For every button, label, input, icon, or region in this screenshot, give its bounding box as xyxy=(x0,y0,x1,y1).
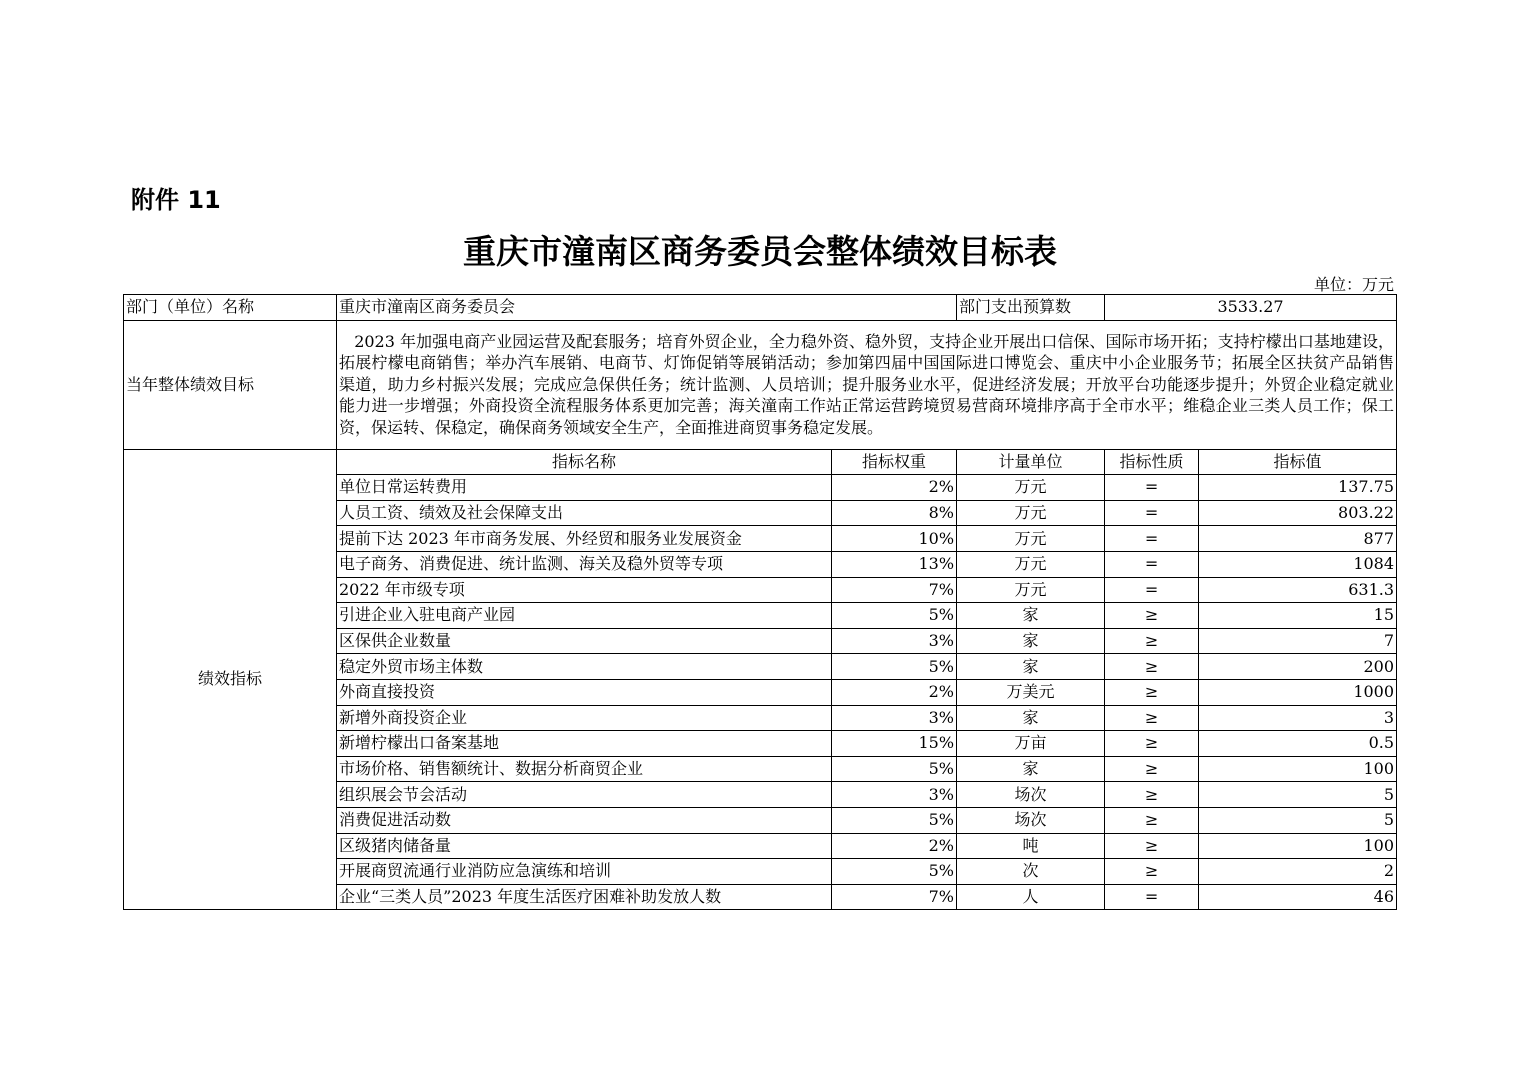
indicator-value: 5 xyxy=(1199,807,1397,833)
indicator-nature: = xyxy=(1105,526,1199,552)
indicator-header-row xyxy=(124,449,1397,475)
indicator-weight: 3% xyxy=(832,782,957,808)
indicator-nature: = xyxy=(1105,577,1199,603)
indicator-name: 新增外商投资企业 xyxy=(337,705,832,731)
indicator-nature: ≥ xyxy=(1105,859,1199,885)
indicator-unit: 万元 xyxy=(957,500,1105,526)
indicator-value: 137.75 xyxy=(1199,475,1397,501)
indicator-unit: 家 xyxy=(957,654,1105,680)
indicator-name: 电子商务、消费促进、统计监测、海关及稳外贸等专项 xyxy=(337,551,832,577)
indicator-name: 区保供企业数量 xyxy=(337,628,832,654)
indicator-value: 1000 xyxy=(1199,679,1397,705)
indicator-weight: 7% xyxy=(832,884,957,910)
indicator-weight: 2% xyxy=(832,679,957,705)
goal-label: 当年整体绩效目标 xyxy=(124,320,337,449)
indicator-unit: 家 xyxy=(957,628,1105,654)
indicator-unit: 家 xyxy=(957,756,1105,782)
header-nature: 指标性质 xyxy=(1105,449,1199,475)
indicator-weight: 8% xyxy=(832,500,957,526)
indicator-unit: 万美元 xyxy=(957,679,1105,705)
indicator-value: 7 xyxy=(1199,628,1397,654)
indicator-name: 企业“三类人员”2023 年度生活医疗困难补助发放人数 xyxy=(337,884,832,910)
indicator-value: 15 xyxy=(1199,603,1397,629)
goal-text-content: 2023 年加强电商产业园运营及配套服务；培育外贸企业，全力稳外资、稳外贸，支持企业开展出口信保、国际市场开拓；支持柠檬出口基地建设，拓展柠檬电商销售；举办汽车展销、电商节、灯饰促销等展销活动；参加第四届中国国际进口博览会、重庆中小企业服务节；拓展全区扶贫产品销售渠道，助力乡村振兴发展；完成应急保供任务；统计监测、人员培训；提升服务业水平，促进经济发展；开放平台功能逐步提升；外贸企业稳定就业能力进一步增强；外商投资全流程服务体系更加完善；海关潼南工作站正常运营跨境贸易营商环境排序高于全市水平；维稳企业三类人员工作；保工资，保运转、保稳定，确保商务领域安全生产，全面推进商贸事务稳定发展。 xyxy=(339,331,1395,437)
indicator-nature: ≥ xyxy=(1105,731,1199,757)
indicator-weight: 2% xyxy=(832,475,957,501)
dept-value: 重庆市潼南区商务委员会 xyxy=(337,295,957,321)
indicator-value: 46 xyxy=(1199,884,1397,910)
header-value: 指标值 xyxy=(1199,449,1397,475)
indicator-weight: 2% xyxy=(832,833,957,859)
indicator-weight: 5% xyxy=(832,603,957,629)
indicator-unit: 家 xyxy=(957,705,1105,731)
indicator-value: 1084 xyxy=(1199,551,1397,577)
indicator-nature: = xyxy=(1105,500,1199,526)
header-unit: 计量单位 xyxy=(957,449,1105,475)
indicator-name: 区级猪肉储备量 xyxy=(337,833,832,859)
budget-value: 3533.27 xyxy=(1105,295,1397,321)
indicator-weight: 5% xyxy=(832,756,957,782)
indicator-name: 新增柠檬出口备案基地 xyxy=(337,731,832,757)
indicator-value: 0.5 xyxy=(1199,731,1397,757)
indicator-name: 消费促进活动数 xyxy=(337,807,832,833)
indicator-weight: 3% xyxy=(832,705,957,731)
indicator-unit: 万亩 xyxy=(957,731,1105,757)
indicator-name: 提前下达 2023 年市商务发展、外经贸和服务业发展资金 xyxy=(337,526,832,552)
indicators-section-label: 绩效指标 xyxy=(124,449,337,910)
indicator-unit: 万元 xyxy=(957,551,1105,577)
indicator-value: 5 xyxy=(1199,782,1397,808)
performance-table xyxy=(123,294,1397,910)
indicator-value: 200 xyxy=(1199,654,1397,680)
dept-label: 部门（单位）名称 xyxy=(124,295,337,321)
indicator-nature: ≥ xyxy=(1105,807,1199,833)
indicator-weight: 5% xyxy=(832,807,957,833)
indicator-name: 稳定外贸市场主体数 xyxy=(337,654,832,680)
indicator-nature: ≥ xyxy=(1105,705,1199,731)
header-name: 指标名称 xyxy=(337,449,832,475)
indicator-unit: 次 xyxy=(957,859,1105,885)
indicator-nature: ≥ xyxy=(1105,833,1199,859)
indicator-unit: 场次 xyxy=(957,807,1105,833)
indicator-name: 引进企业入驻电商产业园 xyxy=(337,603,832,629)
indicator-value: 100 xyxy=(1199,833,1397,859)
dept-row xyxy=(124,295,1397,321)
indicator-value: 3 xyxy=(1199,705,1397,731)
indicator-unit: 场次 xyxy=(957,782,1105,808)
goal-row xyxy=(124,320,1397,449)
goal-text xyxy=(337,320,1397,449)
header-weight: 指标权重 xyxy=(832,449,957,475)
page-title: 重庆市潼南区商务委员会整体绩效目标表 xyxy=(463,232,1057,271)
indicator-nature: = xyxy=(1105,884,1199,910)
indicator-name: 外商直接投资 xyxy=(337,679,832,705)
indicator-name: 单位日常运转费用 xyxy=(337,475,832,501)
indicator-nature: ≥ xyxy=(1105,679,1199,705)
indicator-nature: ≥ xyxy=(1105,756,1199,782)
indicator-name: 2022 年市级专项 xyxy=(337,577,832,603)
indicator-weight: 13% xyxy=(832,551,957,577)
indicator-value: 631.3 xyxy=(1199,577,1397,603)
indicator-nature: ≥ xyxy=(1105,654,1199,680)
indicator-unit: 万元 xyxy=(957,577,1105,603)
indicator-value: 877 xyxy=(1199,526,1397,552)
indicator-nature: = xyxy=(1105,551,1199,577)
indicator-weight: 10% xyxy=(832,526,957,552)
indicator-weight: 5% xyxy=(832,654,957,680)
unit-label: 单位：万元 xyxy=(1313,275,1394,294)
indicator-nature: ≥ xyxy=(1105,603,1199,629)
budget-label: 部门支出预算数 xyxy=(957,295,1105,321)
indicator-nature: ≥ xyxy=(1105,628,1199,654)
indicator-unit: 家 xyxy=(957,603,1105,629)
indicator-name: 开展商贸流通行业消防应急演练和培训 xyxy=(337,859,832,885)
indicator-name: 人员工资、绩效及社会保障支出 xyxy=(337,500,832,526)
indicator-unit: 万元 xyxy=(957,475,1105,501)
indicator-name: 市场价格、销售额统计、数据分析商贸企业 xyxy=(337,756,832,782)
indicator-unit: 人 xyxy=(957,884,1105,910)
indicator-weight: 15% xyxy=(832,731,957,757)
indicator-unit: 吨 xyxy=(957,833,1105,859)
indicator-value: 100 xyxy=(1199,756,1397,782)
indicator-weight: 5% xyxy=(832,859,957,885)
indicator-weight: 7% xyxy=(832,577,957,603)
indicator-name: 组织展会节会活动 xyxy=(337,782,832,808)
indicator-value: 2 xyxy=(1199,859,1397,885)
indicator-nature: ≥ xyxy=(1105,782,1199,808)
attachment-label: 附件 11 xyxy=(131,186,221,214)
indicator-weight: 3% xyxy=(832,628,957,654)
indicator-value: 803.22 xyxy=(1199,500,1397,526)
indicator-nature: = xyxy=(1105,475,1199,501)
indicator-unit: 万元 xyxy=(957,526,1105,552)
